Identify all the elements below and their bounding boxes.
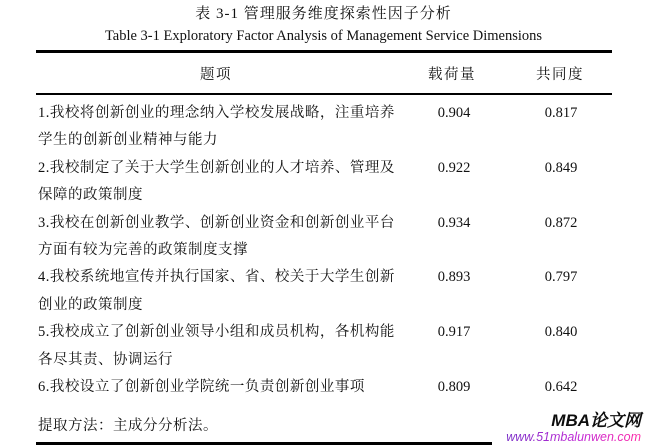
loading-cell: 0.922	[437, 159, 471, 176]
communality-cell: 0.642	[544, 379, 578, 396]
table-title-english: Table 3-1 Exploratory Factor Analysis of Management Service Dimensions	[104, 28, 543, 44]
table-row	[36, 155, 612, 210]
communality-cell: 0.872	[544, 214, 578, 231]
loading-cell: 0.917	[437, 324, 471, 341]
table-row	[36, 210, 612, 265]
header-item: 题项	[200, 66, 232, 83]
table-row	[36, 319, 612, 374]
item-cell: 4.我校系统地宣传并执行国家、省、校关于大学生创新创业的政策制度	[38, 269, 395, 313]
header-loading: 载荷量	[428, 66, 476, 83]
header-communality: 共同度	[536, 66, 584, 83]
item-cell: 6.我校设立了创新创业学院统一负责创新创业事项	[38, 379, 365, 396]
item-cell: 2.我校制定了关于大学生创新创业的人才培养、管理及保障的政策制度	[38, 159, 395, 204]
communality-cell: 0.840	[544, 324, 578, 341]
table-row	[36, 374, 612, 401]
factor-analysis-table	[36, 50, 612, 445]
table-title-chinese: 表 3-1 管理服务维度探索性因子分析	[195, 6, 452, 22]
loading-cell: 0.809	[437, 379, 471, 396]
item-cell: 3.我校在创新创业教学、创新创业资金和创新创业平台方面有较为完善的政策制度支撑	[38, 214, 395, 259]
loading-cell: 0.904	[437, 105, 471, 121]
watermark-site-url: www.51mbalunwen.com	[506, 430, 641, 444]
table-header-row	[36, 53, 612, 95]
loading-cell: 0.893	[437, 269, 471, 286]
watermark	[492, 409, 643, 446]
communality-cell: 0.797	[544, 269, 578, 286]
table-row	[36, 264, 612, 319]
communality-cell: 0.817	[544, 105, 578, 121]
table-body	[36, 95, 612, 440]
communality-cell: 0.849	[544, 159, 578, 176]
table-row	[36, 100, 612, 155]
item-cell: 5.我校成立了创新创业领导小组和成员机构，各机构能各尽其责、协调运行	[38, 324, 395, 368]
loading-cell: 0.934	[437, 214, 471, 231]
table-footnote: 提取方法：主成分分析法。	[38, 418, 218, 435]
watermark-site-name: MBA论文网	[551, 411, 641, 430]
item-cell: 1.我校将创新创业的理念纳入学校发展战略，注重培养学生的创新创业精神与能力	[38, 105, 395, 149]
